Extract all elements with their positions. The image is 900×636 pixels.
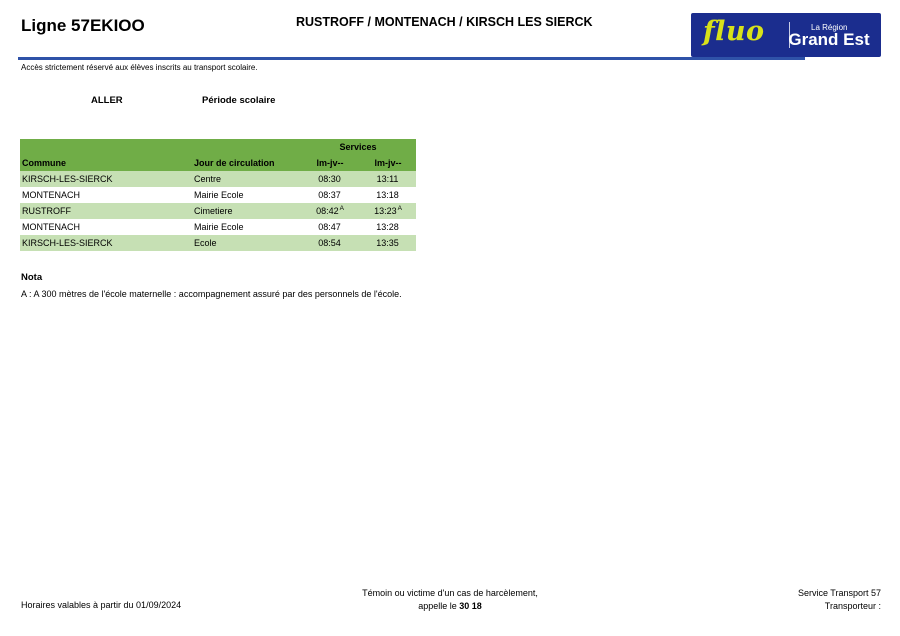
- harassment-prefix: appelle le: [418, 601, 460, 611]
- cell-stop: Mairie Ecole: [192, 187, 300, 203]
- route-title: RUSTROFF / MONTENACH / KIRSCH LES SIERCK: [296, 15, 593, 29]
- time-value: 13:11: [376, 174, 399, 184]
- services-spacer: [20, 139, 192, 155]
- cell-stop: Centre: [192, 171, 300, 187]
- cell-commune: MONTENACH: [20, 219, 192, 235]
- time-note: A: [339, 205, 344, 212]
- column-header-service-2: lm-jv--: [360, 155, 416, 171]
- cell-commune: RUSTROFF: [20, 203, 192, 219]
- table-row: [20, 219, 416, 235]
- table-row: [20, 171, 416, 187]
- harassment-number: 30 18: [459, 601, 482, 611]
- period-label: Période scolaire: [202, 95, 276, 106]
- harassment-line-2: [330, 600, 570, 613]
- time-value: 08:37: [318, 190, 341, 200]
- header-divider: [18, 57, 805, 60]
- harassment-notice: [330, 587, 570, 613]
- cell-time-service-1: [300, 187, 360, 203]
- cell-commune: MONTENACH: [20, 187, 192, 203]
- harassment-line-1: Témoin ou victime d'un cas de harcèlement,: [362, 588, 538, 598]
- cell-stop: Ecole: [192, 235, 300, 251]
- services-header: Services: [300, 139, 416, 155]
- column-header-commune: Commune: [20, 155, 192, 171]
- column-header-service-1: lm-jv--: [300, 155, 360, 171]
- time-value: 08:54: [318, 238, 341, 248]
- logo-brand: fluo: [703, 16, 765, 47]
- cell-time-service-1: [300, 235, 360, 251]
- time-value: 08:47: [318, 222, 341, 232]
- service-info: [798, 587, 881, 613]
- carrier-label: Transporteur :: [824, 601, 881, 611]
- services-header-row: [20, 139, 416, 155]
- direction-label: ALLER: [91, 95, 123, 106]
- table-row: [20, 187, 416, 203]
- cell-time-service-2: [360, 171, 416, 187]
- services-spacer: [192, 139, 300, 155]
- column-header-jour: Jour de circulation: [192, 155, 300, 171]
- time-value: 13:28: [376, 222, 399, 232]
- cell-time-service-1: [300, 203, 360, 219]
- cell-stop: Cimetiere: [192, 203, 300, 219]
- time-value: 08:42: [316, 206, 339, 216]
- cell-time-service-2: [360, 203, 416, 219]
- access-note: Accès strictement réservé aux élèves inscrits au transport scolaire.: [21, 63, 258, 72]
- nota-text: A : A 300 mètres de l'école maternelle : accompagnement assuré par des personnels de l'école.: [21, 289, 402, 299]
- cell-time-service-2: [360, 187, 416, 203]
- validity-note: Horaires valables à partir du 01/09/2024: [21, 600, 182, 610]
- cell-time-service-2: [360, 219, 416, 235]
- time-value: 08:30: [318, 174, 341, 184]
- timetable: [20, 139, 416, 251]
- cell-commune: KIRSCH-LES-SIERCK: [20, 171, 192, 187]
- logo-region-small: La Région: [811, 23, 848, 32]
- cell-time-service-1: [300, 171, 360, 187]
- nota-title: Nota: [21, 272, 43, 283]
- line-title: Ligne 57EKIOO: [21, 16, 145, 35]
- time-note: A: [397, 205, 402, 212]
- time-value: 13:18: [376, 190, 399, 200]
- fluo-grand-est-logo: [691, 13, 881, 57]
- service-name: Service Transport 57: [797, 588, 881, 598]
- cell-stop: Mairie Ecole: [192, 219, 300, 235]
- table-row: [20, 235, 416, 251]
- table-row: [20, 203, 416, 219]
- cell-time-service-2: [360, 235, 416, 251]
- time-value: 13:35: [376, 238, 399, 248]
- cell-commune: KIRSCH-LES-SIERCK: [20, 235, 192, 251]
- time-value: 13:23: [374, 206, 397, 216]
- column-header-row: [20, 155, 416, 171]
- logo-region-big: Grand Est: [788, 30, 870, 49]
- cell-time-service-1: [300, 219, 360, 235]
